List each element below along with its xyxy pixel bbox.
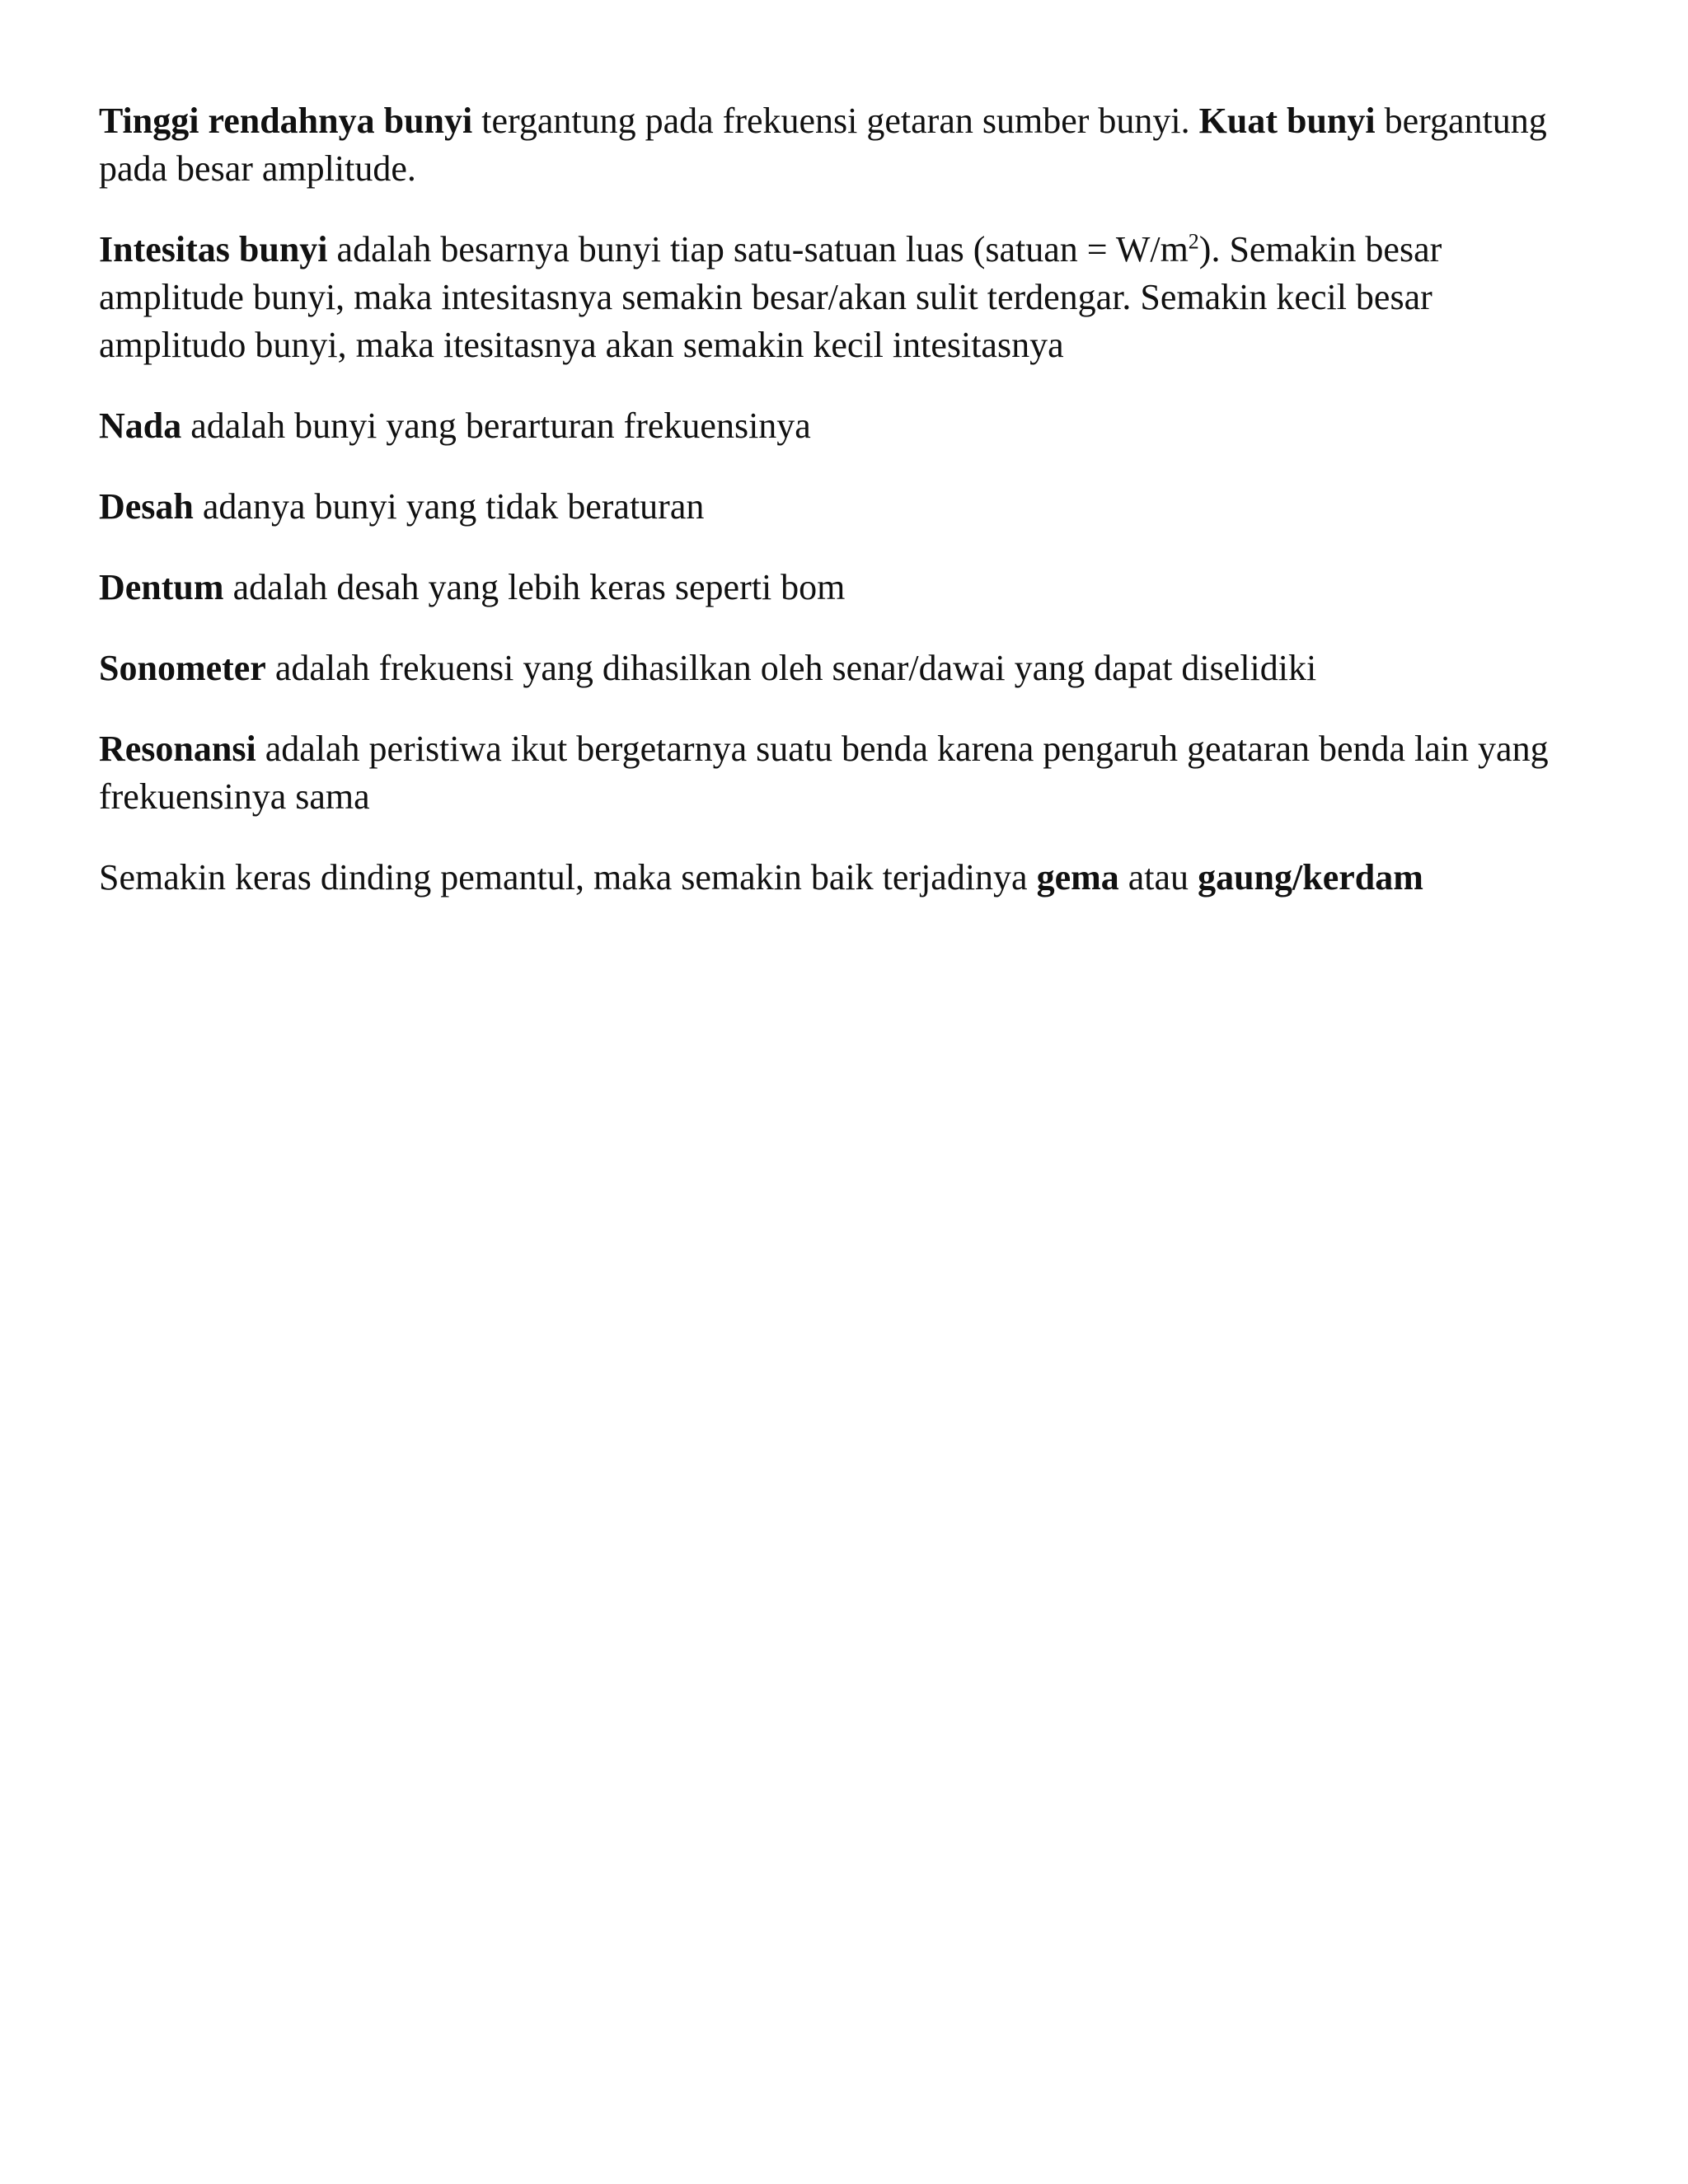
document-page <box>99 97 1558 935</box>
text-run: adalah bunyi yang berarturan frekuensinya <box>181 405 811 446</box>
term-resonance: Resonansi <box>99 729 256 769</box>
term-boom: Dentum <box>99 567 224 607</box>
paragraph-boom <box>99 564 1558 612</box>
text-run: adalah frekuensi yang dihasilkan oleh senar/dawai yang dapat diselidiki <box>265 648 1317 688</box>
paragraph-resonance <box>99 725 1558 821</box>
text-run: tergantung pada frekuensi getaran sumber bunyi. <box>472 101 1199 141</box>
text-run: ). Semakin besar amplitude bunyi, maka intesitasnya semakin besar/akan sulit terdengar. Semakin kecil besar amplitudo bunyi, maka itesitasnya akan semakin kecil intesitasnya <box>99 229 1442 365</box>
superscript: 2 <box>1188 229 1199 254</box>
term-intensity: Intesitas bunyi <box>99 229 328 269</box>
text-run: bergantung pada besar amplitude. <box>99 101 1547 189</box>
term-loudness: Kuat bunyi <box>1198 101 1376 141</box>
term-sonometer: Sonometer <box>99 648 266 688</box>
term-echo: gema <box>1036 857 1119 898</box>
term-tone: Nada <box>99 405 182 446</box>
text-run: atau <box>1118 857 1198 898</box>
text-run: adalah peristiwa ikut bergetarnya suatu benda karena pengaruh geataran benda lain yang frekuensinya sama <box>99 729 1549 817</box>
paragraph-echo <box>99 854 1558 902</box>
paragraph-tone <box>99 402 1558 450</box>
paragraph-sonometer <box>99 644 1558 692</box>
paragraph-pitch <box>99 97 1558 193</box>
text-run: adalah desah yang lebih keras seperti bom <box>223 567 846 607</box>
text-run: adalah besarnya bunyi tiap satu-satuan luas (satuan = W/m <box>327 229 1189 269</box>
paragraph-intensity <box>99 226 1558 369</box>
text-run: adanya bunyi yang tidak beraturan <box>193 486 705 527</box>
term-reverberation: gaung/kerdam <box>1198 857 1423 898</box>
text-run: Semakin keras dinding pemantul, maka semakin baik terjadinya <box>99 857 1037 898</box>
term-pitch: Tinggi rendahnya bunyi <box>99 101 473 141</box>
term-noise: Desah <box>99 486 194 527</box>
paragraph-noise <box>99 483 1558 531</box>
